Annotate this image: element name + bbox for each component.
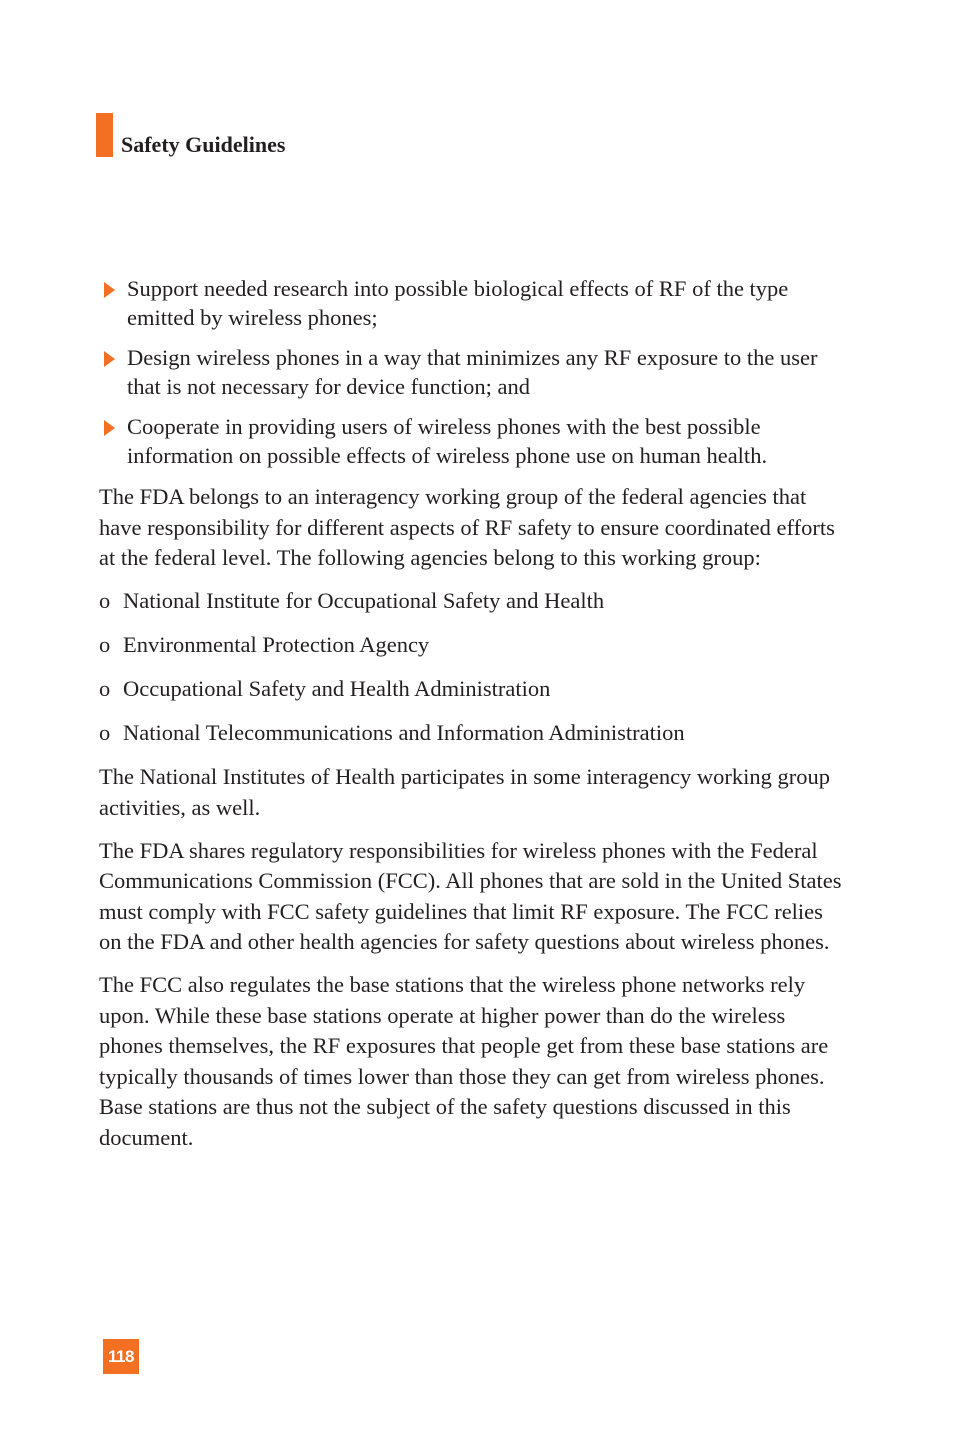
agency-name: Occupational Safety and Health Administration xyxy=(123,676,551,701)
agency-marker: o xyxy=(99,720,111,745)
agency-marker: o xyxy=(99,632,111,657)
agency-name: National Telecommunications and Information Administration xyxy=(123,720,685,745)
bullet-item-research xyxy=(99,275,844,332)
bullet-text: Support needed research into possible biological effects of RF of the type emitted by wireless phones; xyxy=(127,276,789,330)
bullet-text: Cooperate in providing users of wireless phones with the best possible information on possible effects of wireless phone use on human health. xyxy=(127,414,768,468)
section-title: Safety Guidelines xyxy=(121,132,286,157)
agency-marker: o xyxy=(99,588,111,613)
agency-item-osha xyxy=(99,674,844,705)
bullet-list xyxy=(99,275,844,470)
agency-item-niosh xyxy=(99,586,844,617)
triangle-bullet-icon xyxy=(104,420,115,436)
paragraph-base-stations: The FCC also regulates the base stations that the wireless phone networks rely upon. While these base stations operate at higher power than do the wireless phones themselves, the RF exposures that people get from these base stations are typically thousands of times lower than those they can get from wireless phones. Base stations are thus not the subject of the safety questions discussed in this document. xyxy=(99,972,829,1150)
paragraph-working-group: The FDA belongs to an interagency working group of the federal agencies that have responsibility for different aspects of RF safety to ensure coordinated efforts at the federal level. The following agencies belong to this working group: xyxy=(99,484,835,570)
bullet-text: Design wireless phones in a way that minimizes any RF exposure to the user that is not necessary for device function; and xyxy=(127,345,818,399)
page-content xyxy=(99,275,844,1166)
agency-item-epa xyxy=(99,630,844,661)
agency-name: Environmental Protection Agency xyxy=(123,632,430,657)
paragraph-fcc-shares: The FDA shares regulatory responsibilities for wireless phones with the Federal Communications Commission (FCC). All phones that are sold in the United States must comply with FCC safety guidelines that limit RF exposure. The FCC relies on the FDA and other health agencies for safety questions about wireless phones. xyxy=(99,837,842,954)
triangle-bullet-icon xyxy=(104,282,115,298)
page-number-badge: 118 xyxy=(103,1339,139,1374)
agency-list xyxy=(99,586,844,749)
paragraph-nih: The National Institutes of Health participates in some interagency working group activities, as well. xyxy=(99,764,831,820)
triangle-bullet-icon xyxy=(104,351,115,367)
agency-name: National Institute for Occupational Safety and Health xyxy=(123,588,605,613)
bullet-item-design xyxy=(99,344,844,401)
bullet-item-cooperate xyxy=(99,413,844,470)
agency-marker: o xyxy=(99,676,111,701)
agency-item-ntia xyxy=(99,718,844,749)
section-accent-bar xyxy=(96,113,113,157)
